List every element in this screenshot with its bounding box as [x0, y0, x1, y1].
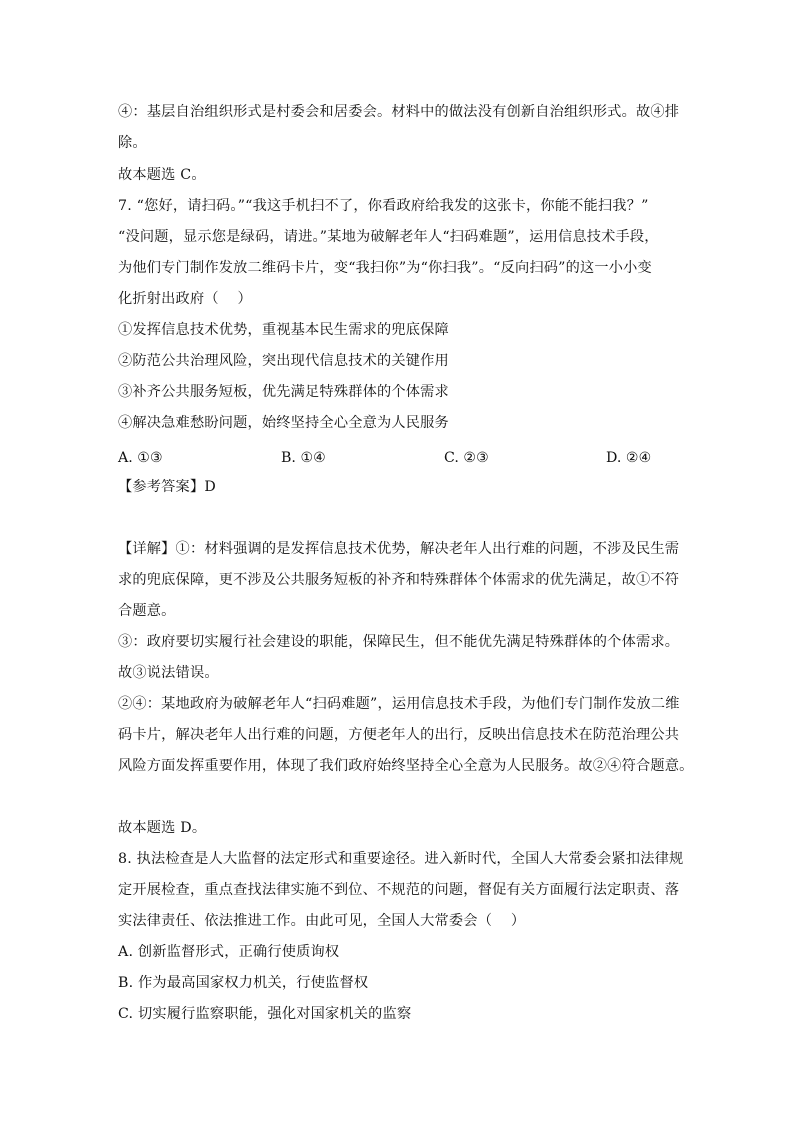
q7-analysis-line: ②④：某地政府为破解老年人“扫码难题”，运用信息技术手段，为他们专门制作发放二维	[118, 696, 680, 712]
q7-analysis-line: ③：政府要切实履行社会建设的职能，保障民生，但不能优先满足特殊群体的个体需求。	[118, 634, 680, 650]
q8-stem-line: 实法律责任、依法推进工作。由此可见，全国人大常委会（ ）	[118, 913, 526, 929]
q7-statement: ②防范公共治理风险，突出现代信息技术的关键作用	[118, 353, 449, 369]
q7-analysis-line: 合题意。	[118, 603, 176, 619]
q8-option-b: B. 作为最高国家权力机关，行使监督权	[118, 975, 369, 991]
q7-option-b: B. ①④	[281, 450, 326, 466]
q7-stem-line: “没问题，显示您是绿码，请进。”某地为破解老年人“扫码难题”，运用信息技术手段，	[118, 229, 659, 245]
q7-option-a: A. ①③	[118, 450, 163, 466]
q8-option-c: C. 切实履行监察职能，强化对国家机关的监察	[118, 1006, 412, 1022]
q7-analysis-line: 求的兜底保障，更不涉及公共服务短板的补齐和特殊群体个体需求的优先满足，故①不符	[118, 572, 680, 588]
q7-statement: ④解决急难愁盼问题，始终坚持全心全意为人民服务	[118, 415, 449, 431]
q6-analysis-line: ④：基层自治组织形式是村委会和居委会。材料中的做法没有创新自治组织形式。故④排	[118, 104, 680, 120]
q7-stem-line: 为他们专门制作发放二维码卡片，变“我扫你”为“你扫我”。“反向扫码”的这一小小变	[118, 260, 652, 276]
q7-analysis-line: 风险方面发挥重要作用，体现了我们政府始终坚持全心全意为人民服务。故②④符合题意。	[118, 758, 694, 774]
q6-answer-statement: 故本题选 C。	[118, 167, 206, 183]
q8-stem-line: 8. 执法检查是人大监督的法定形式和重要途径。进入新时代，全国人大常委会紧扣法律规	[118, 851, 684, 867]
q7-statement: ③补齐公共服务短板，优先满足特殊群体的个体需求	[118, 384, 449, 400]
q7-option-d: D. ②④	[606, 450, 652, 466]
q7-stem-line: 化折射出政府（ ）	[118, 291, 252, 307]
q7-analysis-line: 【详解】①：材料强调的是发挥信息技术优势，解决老年人出行难的问题，不涉及民生需	[118, 541, 680, 557]
q7-option-c: C. ②③	[444, 450, 489, 466]
q8-stem-line: 定开展检查，重点查找法律实施不到位、不规范的问题，督促有关方面履行法定职责、落	[118, 882, 680, 898]
q7-stem-line: 7. “您好，请扫码。”“我这手机扫不了，你看政府给我发的这张卡，你能不能扫我？”	[118, 198, 649, 214]
q7-analysis-line: 码卡片，解决老年人出行难的问题，方便老年人的出行，反映出信息技术在防范治理公共	[118, 727, 680, 743]
q7-answer-statement: 故本题选 D。	[118, 820, 207, 836]
q8-option-a: A. 创新监督形式，正确行使质询权	[118, 944, 340, 960]
q6-analysis-line: 除。	[118, 135, 147, 151]
q7-statement: ①发挥信息技术优势，重视基本民生需求的兜底保障	[118, 322, 449, 338]
q7-reference-answer: 【参考答案】D	[118, 479, 216, 495]
q7-analysis-line: 故③说法错误。	[118, 665, 219, 681]
